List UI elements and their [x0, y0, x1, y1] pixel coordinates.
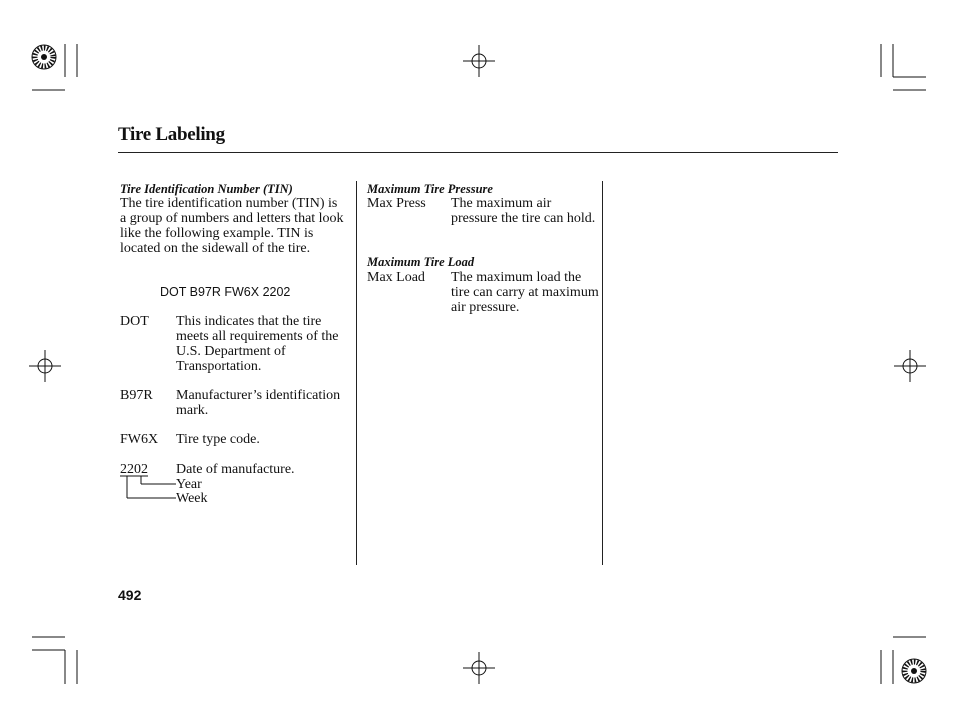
max-load-term: Max Load	[367, 270, 425, 285]
page-title: Tire Labeling	[118, 124, 225, 145]
tin-term: FW6X	[120, 432, 159, 447]
max-pressure-description: The maximum air pressure the tire can hold.	[451, 196, 596, 226]
tin-description: Date of manufacture.	[176, 462, 295, 477]
max-load-heading: Maximum Tire Load	[367, 255, 475, 269]
column-divider	[356, 181, 357, 565]
tin-example: DOT B97R FW6X 2202	[160, 285, 291, 299]
tin-term: 2202	[120, 462, 148, 477]
page-number: 492	[118, 587, 142, 603]
date-code-bracket	[120, 476, 176, 498]
date-week-label: Week	[176, 491, 208, 506]
title-rule	[118, 152, 838, 153]
max-load-description: The maximum load the tire can carry at maximum air pressure.	[451, 270, 599, 315]
tin-heading: Tire Identification Number (TIN)	[120, 182, 293, 196]
tin-description: Tire type code.	[176, 432, 260, 447]
date-year-label: Year	[176, 477, 202, 492]
tin-description: This indicates that the tire meets all requirements of the U.S. Department of Transportation.	[176, 314, 339, 374]
tin-term: B97R	[120, 388, 153, 403]
tin-description: Manufacturer’s identification mark.	[176, 388, 341, 418]
tin-intro: The tire identification number (TIN) is a group of numbers and letters that look like the following example. TIN is located on the sidewall of the tire.	[120, 196, 344, 256]
tin-term: DOT	[120, 314, 149, 329]
max-pressure-heading: Maximum Tire Pressure	[367, 182, 493, 196]
column-divider	[602, 181, 603, 565]
max-pressure-term: Max Press	[367, 196, 426, 211]
